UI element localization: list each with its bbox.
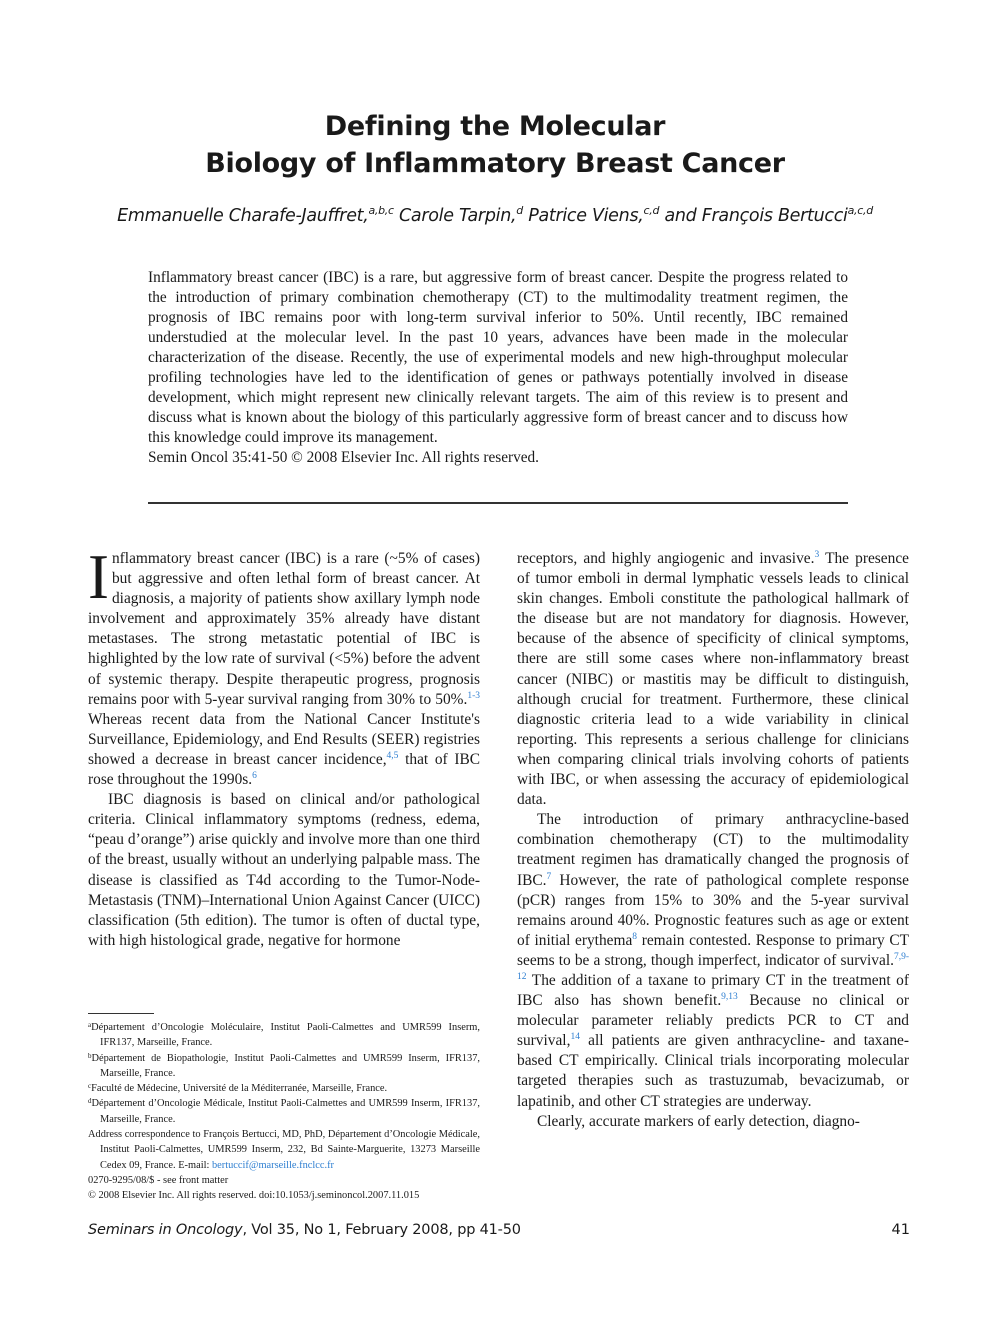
paragraph-text: that of IBC rose throughout the 1990s. xyxy=(88,750,480,789)
article-title xyxy=(95,108,895,182)
affiliation-footnote xyxy=(88,1096,480,1127)
footnote-text: Département d’Oncologie Médicale, Institut Paoli-Calmettes and UMR599 Inserm, IFR137, Marseille, France. xyxy=(91,1098,480,1125)
abstract-divider xyxy=(148,502,848,504)
issn-line: 0270-9295/08/$ - see front matter xyxy=(88,1174,229,1186)
author-name: François Bertucci xyxy=(701,206,848,226)
body-column-left xyxy=(88,542,480,951)
paragraph-text: Because no clinical or molecular parameter reliably predicts PCR to CT and survival, xyxy=(517,992,910,1050)
affiliation-footnote xyxy=(88,1081,480,1096)
address-text: Address correspondence to François Bertucci, MD, PhD, Département d’Oncologie Médicale, Institut Paoli-Calmettes, UMR599 Inserm, 232, Bd Sainte-Marguerite, 13273 Marseille Cedex 09, France. E-mail: xyxy=(88,1129,480,1171)
drop-cap: I xyxy=(88,542,109,612)
body-column-right xyxy=(517,549,909,1132)
paragraph-text: Whereas recent data from the National Cancer Institute's Surveillance, Epidemiology, and End Results (SEER) registries showed a decrease in breast cancer incidence, xyxy=(88,710,480,768)
footnote-marker: c xyxy=(88,1082,92,1091)
author-name: Emmanuelle Charafe-Jauffret, xyxy=(117,206,369,226)
footnote-marker: b xyxy=(88,1051,92,1060)
paragraph-text: nflammatory breast cancer (IBC) is a rare (~5% of cases) but aggressive and often lethal form of breast cancer. At diagnosis, a majority of patients show axillary lymph node involvement and approximately 35% already have distant metastases. The strong metastatic potential of IBC is highlighted by the low rate of survival (<5%) before the advent of systemic therapy. Despite therapeutic progress, prognosis remains poor with 5-year survival ranging from 30% to 50%. xyxy=(88,550,480,708)
journal-citation xyxy=(88,1222,521,1238)
abstract-citation: Semin Oncol 35:41-50 © 2008 Elsevier Inc. All rights reserved. xyxy=(148,449,539,466)
body-paragraph xyxy=(517,810,909,1111)
correspondence-address xyxy=(88,1127,480,1173)
body-paragraph: Clearly, accurate markers of early detection, diagno- xyxy=(537,1112,860,1130)
footnote-text: Faculté de Médecine, Université de la Méditerranée, Marseille, France. xyxy=(91,1083,388,1095)
paragraph-text: receptors, and highly angiogenic and invasive. xyxy=(517,550,815,567)
title-line-2: Biology of Inflammatory Breast Cancer xyxy=(205,148,785,179)
footnote-text: Département de Biopathologie, Institut Paoli-Calmettes and UMR599 Inserm, IFR137, Marseille, France. xyxy=(91,1052,480,1079)
footnote-marker: a xyxy=(88,1021,92,1029)
journal-details: , Vol 35, No 1, February 2008, pp 41-50 xyxy=(242,1222,521,1238)
email-link[interactable]: bertuccif@marseille.fnclcc.fr xyxy=(211,1159,335,1171)
author-affiliation: a,b,c xyxy=(368,204,394,217)
reference-link[interactable]: 9,13 xyxy=(721,992,738,1003)
abstract-text: Inflammatory breast cancer (IBC) is a rare, but aggressive form of breast cancer. Despite the progress related to the introduction of primary combination chemotherapy (CT) to the multimodality treatment regimen, the prognosis of IBC remains poor with long-term survival inferior to 50%. Until recently, IBC remained understudied at the molecular level. In the past 10 years, advances have been made in the molecular characterization of the disease. Recently, the use of experimental models and new high-throughput molecular profiling technologies have led to the identification of genes or pathways potentially involved in disease development, which might represent new clinically relevant targets. The aim of this review is to present and discuss what is known about the biology of this particularly aggressive form of breast cancer and to discuss how this knowledge could improve its management. xyxy=(148,269,848,446)
copyright-line: © 2008 Elsevier Inc. All rights reserved. doi:10.1053/j.seminoncol.2007.11.015 xyxy=(88,1190,420,1202)
reference-link[interactable]: 4,5 xyxy=(386,750,399,761)
paragraph-text: all patients are given anthracycline- and taxane-based CT empirically. Clinical trials incorporating molecular targeted therapies such as trastuzumab, bevacizumab, or lapatinib, and other CT strategies are underway. xyxy=(517,1032,909,1110)
page-number: 41 xyxy=(891,1222,910,1238)
author-affiliation: c,d xyxy=(643,204,660,217)
paragraph-text: The introduction of primary anthracycline-based combination chemotherapy (CT) to the multimodality treatment regimen has dramatically changed the prognosis of IBC. xyxy=(517,811,909,889)
body-paragraph xyxy=(517,549,909,810)
reference-link[interactable]: 8 xyxy=(632,931,638,942)
reference-link[interactable]: 1-3 xyxy=(467,690,480,701)
author-affiliation: a,c,d xyxy=(847,204,873,217)
reference-link[interactable]: 3 xyxy=(814,550,820,560)
affiliation-footnote xyxy=(88,1020,480,1051)
paragraph-text: The presence of tumor emboli in dermal lymphatic vessels leads to clinical skin changes. Emboli constitute the pathological hallmark of the disease but are not mandatory for diagnosis. However, because of the absence of specificity of clinical symptoms, there are still some cases where non-inflammatory breast cancer (NIBC) or mastitis may be difficult to distinguish, although crucial for treatment. Furthermore, these clinical diagnostic criteria lead to a wide variability in clinical reporting. This represents a serious challenge for clinicians when comparing clinical trials involving cohorts of patients with IBC, or when assessing the accuracy of epidemiological data. xyxy=(517,550,909,809)
abstract xyxy=(148,268,848,468)
affiliation-footnote xyxy=(88,1051,480,1082)
body-paragraph: IBC diagnosis is based on clinical and/or pathological criteria. Clinical inflammatory symptoms (redness, edema, “peau d’orange”) arise quickly and involve more than one third of the breast, usually without an underlying palpable mass. The disease is classified as T4d according to the Tumor-Node-Metastasis (TNM)–International Union Against Cancer (UICC) classification (5th edition). The tumor is often of ductal type, with high histological grade, negative for hormone xyxy=(88,791,480,949)
author-connector: and xyxy=(664,206,697,226)
author-name: Carole Tarpin, xyxy=(399,206,517,226)
title-line-1: Defining the Molecular xyxy=(324,111,666,142)
journal-name: Seminars in Oncology xyxy=(88,1222,243,1238)
body-paragraph xyxy=(88,542,480,790)
author-affiliation: d xyxy=(516,204,523,217)
paragraph-text: However, the rate of pathological complete response (pCR) ranges from 15% to 30% and the 5-year survival remains around 40%. Prognostic features such as age or extent of initial erythema xyxy=(517,871,909,949)
reference-link[interactable]: 14 xyxy=(570,1032,580,1043)
author-list xyxy=(70,204,920,228)
reference-link[interactable]: 6 xyxy=(252,771,257,782)
footnote-text: Département d’Oncologie Moléculaire, Institut Paoli-Calmettes and UMR599 Inserm, IFR137, Marseille, France. xyxy=(91,1022,480,1049)
reference-link[interactable]: 7 xyxy=(546,871,552,882)
paragraph-text: remain contested. Response to primary CT seems to be a strong, though imperfect, indicator of survival. xyxy=(517,931,909,969)
reference-link[interactable]: 7,9-12 xyxy=(517,951,909,982)
footnote-marker: d xyxy=(88,1097,92,1106)
footnote-divider xyxy=(88,1013,154,1014)
footnotes xyxy=(88,1020,480,1204)
author-name: Patrice Viens, xyxy=(528,206,644,226)
paragraph-text: The addition of a taxane to primary CT in the treatment of IBC also has shown benefit. xyxy=(517,971,909,1010)
